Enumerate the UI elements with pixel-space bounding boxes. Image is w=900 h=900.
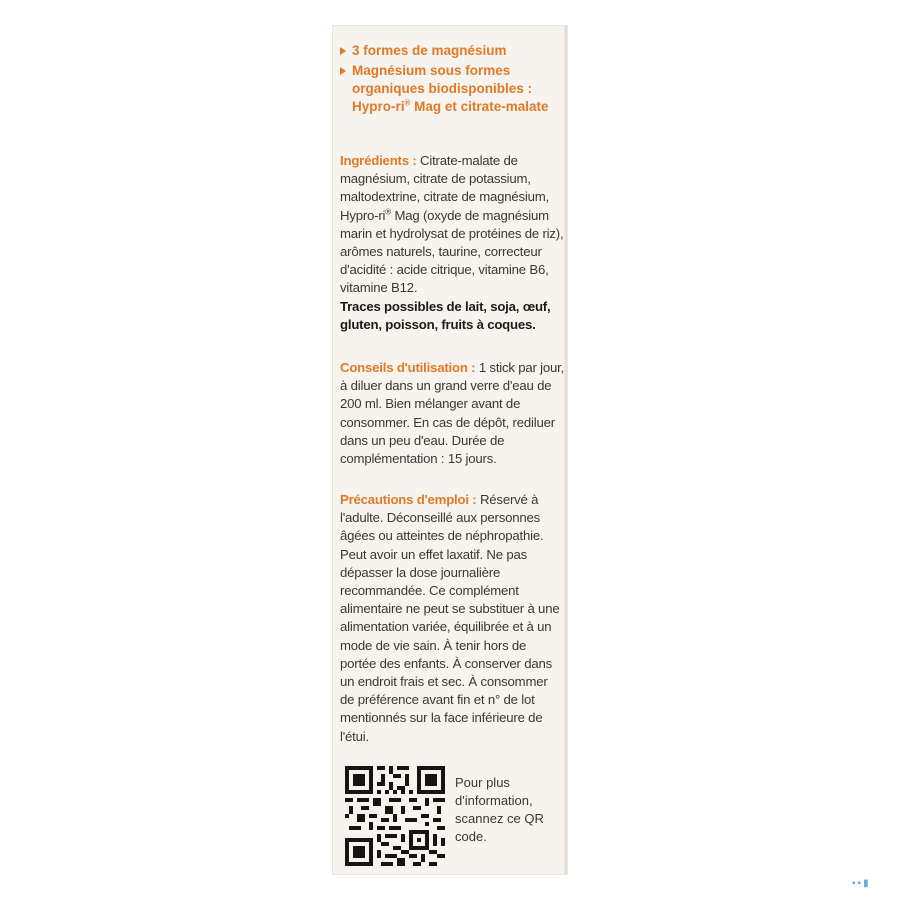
benefit-text: 3 formes de magnésium <box>352 43 507 58</box>
benefit-item <box>340 62 558 116</box>
ingredients-text-continued: Mag (oxyde de magnésium marin et hydrolysat de protéines de riz), arômes naturels, taurine, correcteur d'acidité : acide citrique, vitamine B6, vitamine B12. <box>340 207 564 296</box>
allergen-traces: Traces possibles de lait, soja, œuf, gluten, poisson, fruits à coques. <box>340 298 551 332</box>
ingredients-label: Ingrédients : <box>340 153 417 168</box>
product-label-panel <box>333 26 567 874</box>
corner-mark-icon: ▪▪▮ <box>852 878 871 889</box>
qr-code-icon[interactable] <box>345 766 445 866</box>
registered-mark: ® <box>404 98 411 108</box>
triangle-bullet-icon <box>340 47 346 55</box>
usage-text: 1 stick par jour, à diluer dans un grand verre d'eau de 200 ml. Bien mélanger avant de consommer. En cas de dépôt, rediluer dans un peu d'eau. Durée de complémentation : 15 jours. <box>340 360 565 467</box>
usage-label: Conseils d'utilisation : <box>340 360 476 375</box>
ingredients-section <box>340 152 565 334</box>
registered-mark: ® <box>385 207 391 217</box>
ingredients-text: Citrate-malate de magnésium, citrate de potassium, maltodextrine, citrate de magnésium, Hypro-ri <box>340 153 550 223</box>
benefit-text-continued: Mag et citrate-malate <box>410 99 549 114</box>
usage-section <box>340 359 565 468</box>
qr-caption: Pour plus d'information, scannez ce QR code. <box>455 775 544 844</box>
precautions-text: Réservé à l'adulte. Déconseillé aux personnes âgées ou atteintes de néphropathie. Peut avoir un effet laxatif. Ne pas dépasser la dose journalière recommandée. Ce complément alimentaire ne peut se substituer à une alimentation variée, équilibrée et à un mode de vie sain. À tenir hors de portée des enfants. À conserver dans un endroit frais et sec. À consommer de préférence avant fin et n° de lot mentionnés sur la face inférieure de l'étui. <box>340 492 560 744</box>
benefit-text: Magnésium sous formes organiques biodisponibles : Hypro-ri <box>352 63 533 114</box>
triangle-bullet-icon <box>340 67 346 75</box>
benefit-item <box>340 42 558 60</box>
precautions-section <box>340 491 565 746</box>
precautions-label: Précautions d'emploi : <box>340 492 477 507</box>
benefits-list <box>340 42 558 118</box>
